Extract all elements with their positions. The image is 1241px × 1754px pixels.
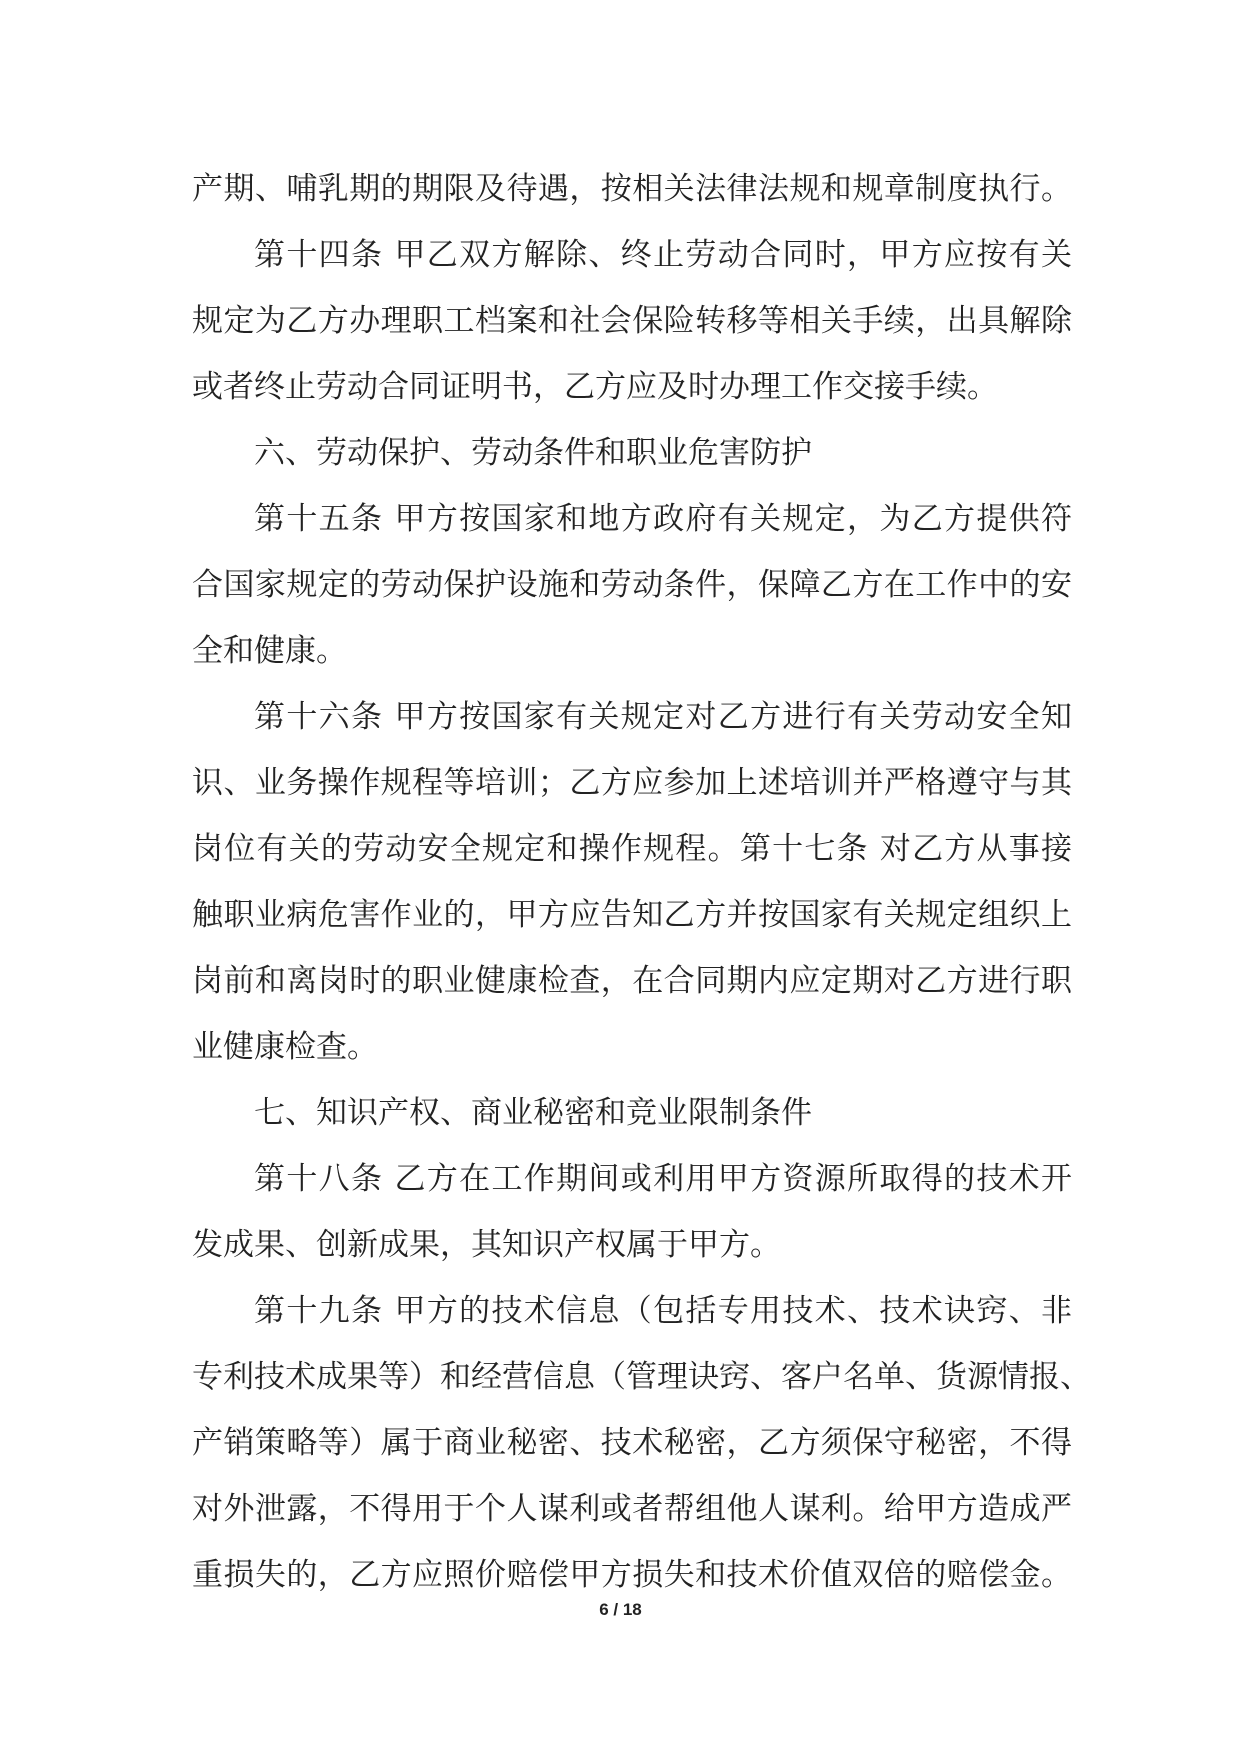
text-line: 第十八条 乙方在工作期间或利用甲方资源所取得的技术开: [254, 1161, 1072, 1197]
text-line: 合国家规定的劳动保护设施和劳动条件，保障乙方在工作中的安: [192, 567, 1072, 603]
text-line: 产销策略等）属于商业秘密、技术秘密，乙方须保守秘密，不得: [192, 1425, 1072, 1461]
text-line: 第十九条 甲方的技术信息（包括专用技术、技术诀窍、非: [254, 1293, 1072, 1329]
text-line: 识、业务操作规程等培训；乙方应参加上述培训并严格遵守与其: [192, 765, 1072, 801]
text-line: 专利技术成果等）和经营信息（管理诀窍、客户名单、货源情报、: [192, 1359, 1091, 1395]
text-line: 产期、哺乳期的期限及待遇，按相关法律法规和规章制度执行。: [192, 171, 1072, 207]
text-line: 重损失的，乙方应照价赔偿甲方损失和技术价值双倍的赔偿金。: [192, 1557, 1072, 1593]
text-line: 全和健康。: [192, 633, 347, 669]
text-line: 岗前和离岗时的职业健康检查，在合同期内应定期对乙方进行职: [192, 963, 1072, 999]
text-line: 第十四条 甲乙双方解除、终止劳动合同时，甲方应按有关: [254, 237, 1072, 273]
page-number: 6 / 18: [599, 1600, 642, 1619]
text-line: 触职业病危害作业的，甲方应告知乙方并按国家有关规定组织上: [192, 897, 1072, 933]
text-line: 业健康检查。: [192, 1029, 378, 1065]
section-heading: 七、知识产权、商业秘密和竞业限制条件: [254, 1095, 812, 1131]
text-line: 岗位有关的劳动安全规定和操作规程。第十七条 对乙方从事接: [192, 831, 1072, 867]
section-heading: 六、劳动保护、劳动条件和职业危害防护: [254, 435, 812, 471]
text-line: 或者终止劳动合同证明书，乙方应及时办理工作交接手续。: [192, 369, 998, 405]
document-body: [192, 156, 1091, 1608]
text-line: 发成果、创新成果，其知识产权属于甲方。: [192, 1227, 781, 1263]
text-line: 规定为乙方办理职工档案和社会保险转移等相关手续，出具解除: [192, 303, 1072, 339]
text-line: 第十五条 甲方按国家和地方政府有关规定，为乙方提供符: [254, 501, 1072, 537]
text-line: 对外泄露，不得用于个人谋利或者帮组他人谋利。给甲方造成严: [192, 1491, 1072, 1527]
text-line: 第十六条 甲方按国家有关规定对乙方进行有关劳动安全知: [254, 699, 1072, 735]
